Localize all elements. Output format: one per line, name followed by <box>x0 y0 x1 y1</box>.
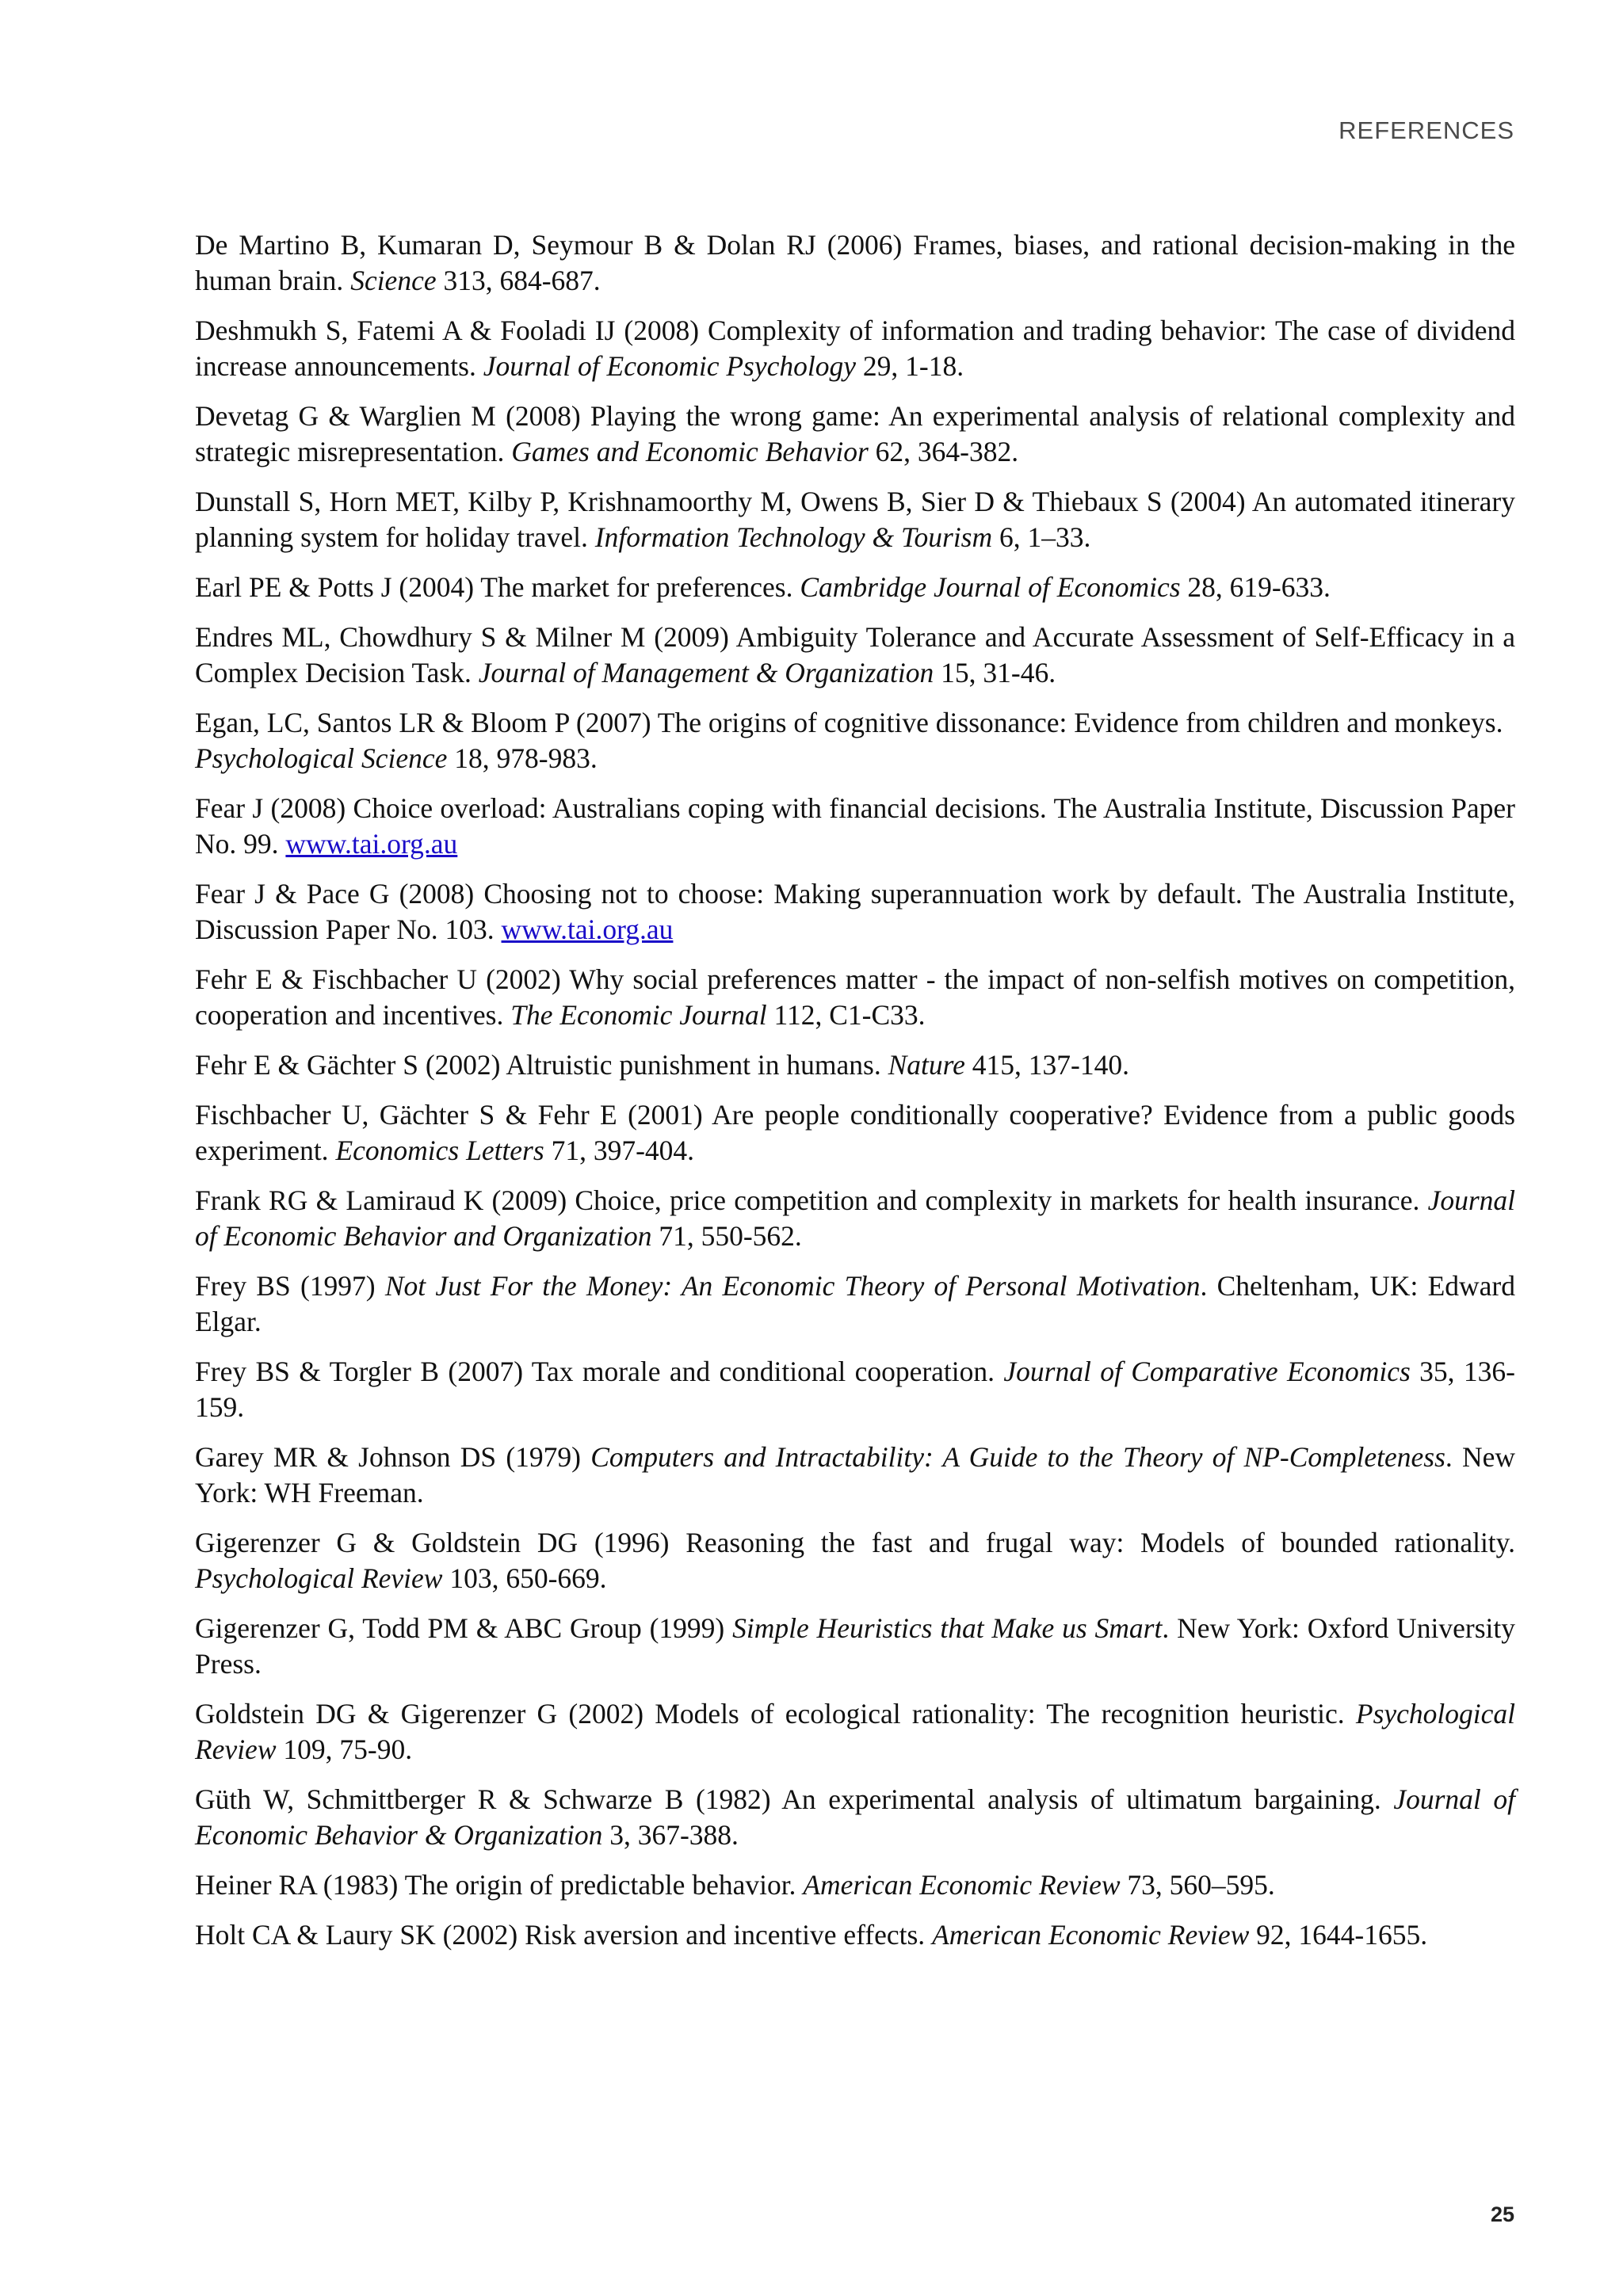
reference-title-italic: Not Just For the Money: An Economic Theory of Personal Motivation <box>384 1270 1201 1302</box>
reference-title-italic: American Economic Review <box>803 1869 1121 1901</box>
reference-title-italic: Journal of Economic Psychology <box>483 350 856 382</box>
reference-text: 28, 619-633. <box>1180 571 1331 603</box>
reference-text: Goldstein DG & Gigerenzer G (2002) Models of ecological rationality: The recognition heuristic. <box>195 1698 1356 1730</box>
reference-link[interactable]: www.tai.org.au <box>285 828 458 860</box>
reference-text: 109, 75-90. <box>276 1733 413 1765</box>
reference-entry <box>195 1867 1515 1903</box>
reference-entry <box>195 1097 1515 1169</box>
reference-text: Fear J (2008) Choice overload: Australians coping with financial decisions. The Australia Institute, Discussion Paper No. 99. <box>195 792 1515 860</box>
reference-text: 3, 367-388. <box>602 1819 739 1851</box>
reference-entry <box>195 313 1515 384</box>
reference-text: 92, 1644-1655. <box>1249 1919 1428 1951</box>
reference-title-italic: Computers and Intractability: A Guide to the Theory of NP-Completeness <box>590 1441 1445 1473</box>
reference-entry <box>195 399 1515 470</box>
reference-entry <box>195 1917 1515 1953</box>
reference-text: Endres ML, Chowdhury S & Milner M (2009) Ambiguity Tolerance and Accurate Assessment of Self-Efficacy in a Complex Decision Task. <box>195 621 1515 688</box>
reference-entry <box>195 620 1515 691</box>
reference-title-italic: Journal of Management & Organization <box>478 657 934 688</box>
reference-text: Güth W, Schmittberger R & Schwarze B (1982) An experimental analysis of ultimatum bargaining. <box>195 1783 1394 1815</box>
reference-entry <box>195 1440 1515 1511</box>
running-head: REFERENCES <box>1338 116 1514 144</box>
reference-entry <box>195 876 1515 948</box>
reference-text: 6, 1–33. <box>992 521 1091 553</box>
reference-text: . New York: WH Freeman. <box>195 1441 1516 1508</box>
reference-text: Holt CA & Laury SK (2002) Risk aversion and incentive effects. <box>195 1919 933 1951</box>
reference-entry <box>195 1354 1515 1425</box>
reference-text: 313, 684-687. <box>436 265 601 296</box>
reference-text: Earl PE & Potts J (2004) The market for preferences. <box>195 571 800 603</box>
reference-text: 62, 364-382. <box>868 436 1019 467</box>
reference-text: 112, C1-C33. <box>766 999 926 1031</box>
reference-text: Fischbacher U, Gächter S & Fehr E (2001) Are people conditionally cooperative? Evidence from a public goods experiment. <box>195 1099 1515 1166</box>
reference-text: Gigerenzer G, Todd PM & ABC Group (1999) <box>195 1612 733 1644</box>
reference-title-italic: Nature <box>888 1049 965 1081</box>
reference-text: 18, 978-983. <box>447 742 598 774</box>
reference-title-italic: Cambridge Journal of Economics <box>800 571 1181 603</box>
reference-text: 73, 560–595. <box>1120 1869 1275 1901</box>
reference-text: Deshmukh S, Fatemi A & Fooladi IJ (2008) Complexity of information and trading behavior: The case of dividend increase announcements. <box>195 315 1515 382</box>
reference-text: 71, 397-404. <box>544 1135 695 1166</box>
reference-title-italic: Journal of Economic Behavior and Organization <box>195 1184 1515 1252</box>
reference-entry <box>195 1696 1515 1768</box>
reference-text: Fehr E & Gächter S (2002) Altruistic punishment in humans. <box>195 1049 888 1081</box>
reference-entry <box>195 1047 1515 1083</box>
reference-entry <box>195 791 1515 862</box>
reference-text: Egan, LC, Santos LR & Bloom P (2007) The origins of cognitive dissonance: Evidence from children and monkeys. <box>195 707 1503 738</box>
reference-title-italic: Psychological Science <box>195 742 448 774</box>
reference-title-italic: Journal of Economic Behavior & Organization <box>195 1783 1515 1851</box>
reference-title-italic: Economics Letters <box>335 1135 544 1166</box>
reference-title-italic: Psychological Review <box>195 1562 443 1594</box>
reference-title-italic: Journal of Comparative Economics <box>1003 1356 1411 1387</box>
reference-entry <box>195 484 1515 555</box>
reference-text: Heiner RA (1983) The origin of predictable behavior. <box>195 1869 804 1901</box>
reference-title-italic: The Economic Journal <box>510 999 767 1031</box>
reference-text: Gigerenzer G & Goldstein DG (1996) Reasoning the fast and frugal way: Models of bounded rationality. <box>195 1527 1515 1558</box>
reference-entry <box>195 1183 1515 1254</box>
reference-text: De Martino B, Kumaran D, Seymour B & Dolan RJ (2006) Frames, biases, and rational decision-making in the human brain. <box>195 229 1515 296</box>
reference-text: Frey BS (1997) <box>195 1270 385 1302</box>
reference-entry <box>195 1782 1515 1853</box>
reference-title-italic: Information Technology & Tourism <box>594 521 993 553</box>
reference-entry <box>195 227 1515 299</box>
reference-entry <box>195 1268 1515 1340</box>
reference-title-italic: Games and Economic Behavior <box>511 436 869 467</box>
reference-entry <box>195 962 1515 1033</box>
reference-text: 71, 550-562. <box>651 1220 802 1252</box>
reference-entry <box>195 1525 1515 1596</box>
reference-text: Frey BS & Torgler B (2007) Tax morale and conditional cooperation. <box>195 1356 1004 1387</box>
reference-text: 15, 31-46. <box>934 657 1056 688</box>
reference-text: 415, 137-140. <box>964 1049 1129 1081</box>
reference-entry <box>195 705 1515 776</box>
reference-text: Garey MR & Johnson DS (1979) <box>195 1441 591 1473</box>
reference-title-italic: Science <box>350 265 437 296</box>
reference-title-italic: Psychological Review <box>195 1698 1515 1765</box>
reference-text: 103, 650-669. <box>442 1562 607 1594</box>
reference-text: Fear J & Pace G (2008) Choosing not to choose: Making superannuation work by default. The Australia Institute, Discussion Paper No. 103. <box>195 878 1515 945</box>
reference-text: Dunstall S, Horn MET, Kilby P, Krishnamoorthy M, Owens B, Sier D & Thiebaux S (2004) An automated itinerary planning system for holiday travel. <box>195 486 1515 553</box>
page-number: 25 <box>1490 2203 1514 2226</box>
reference-text: . Cheltenham, UK: Edward Elgar. <box>195 1270 1516 1337</box>
reference-list <box>195 227 1515 1967</box>
reference-text: 35, 136-159. <box>195 1356 1515 1423</box>
reference-entry <box>195 570 1515 605</box>
reference-text: . New York: Oxford University Press. <box>195 1612 1515 1680</box>
reference-entry <box>195 1611 1515 1682</box>
reference-title-italic: Simple Heuristics that Make us Smart <box>732 1612 1163 1644</box>
reference-text: Devetag G & Warglien M (2008) Playing the wrong game: An experimental analysis of relational complexity and strategic misrepresentation. <box>195 400 1515 467</box>
reference-text: 29, 1-18. <box>856 350 964 382</box>
reference-text: Fehr E & Fischbacher U (2002) Why social preferences matter - the impact of non-selfish motives on competition, cooperation and incentives. <box>195 963 1515 1031</box>
reference-link[interactable]: www.tai.org.au <box>501 913 674 945</box>
reference-title-italic: American Economic Review <box>932 1919 1250 1951</box>
reference-text: Frank RG & Lamiraud K (2009) Choice, price competition and complexity in markets for health insurance. <box>195 1184 1428 1216</box>
